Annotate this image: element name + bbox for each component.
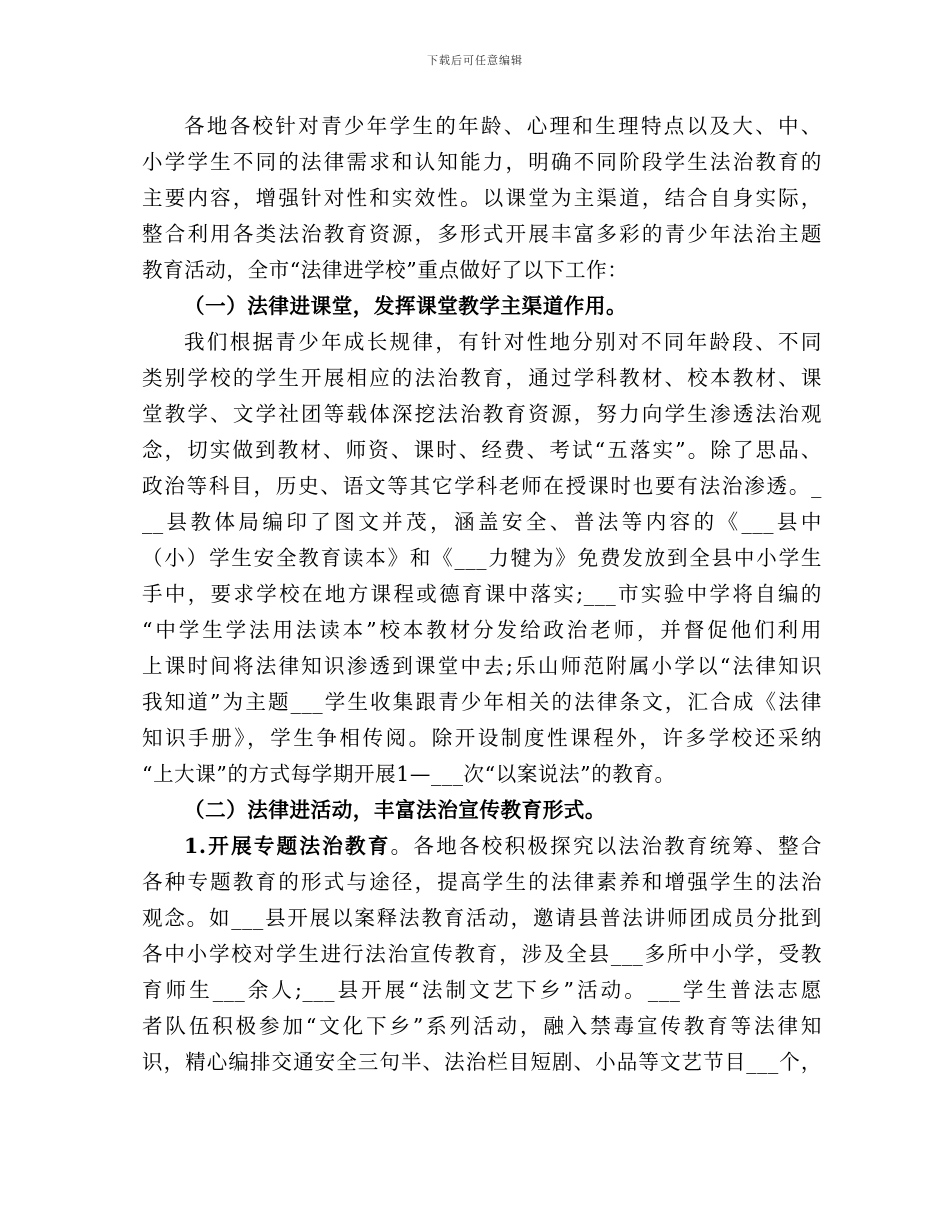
paragraph-line	[142, 828, 822, 864]
section-heading: （一）法律进课堂，发挥课堂教学主渠道作用。	[184, 294, 628, 318]
paragraph-line: 各地各校针对青少年学生的年龄、心理和生理特点以及大、中、	[184, 114, 822, 138]
paragraph-line: 政治等科目，历史、语文等其它学科老师在授课时也要有法治渗透。_	[142, 474, 822, 498]
paragraph-line: __县教体局编印了图文并茂，涵盖安全、普法等内容的《___县中	[142, 510, 822, 534]
paragraph-line: 各中小学校对学生进行法治宣传教育，涉及全县___多所中小学，受教	[142, 942, 822, 966]
paragraph-line: 育师生___余人;___县开展“法制文艺下乡”活动。___学生普法志愿	[142, 978, 822, 1002]
paragraph-text: 。各地各校积极探究以法治教育统筹、整合	[390, 834, 822, 858]
paragraph-line: “中学生学法用法读本”校本教材分发给政治老师，并督促他们利用	[142, 618, 822, 642]
paragraph-line: “上大课”的方式每学期开展1—___次“以案说法”的教育。	[142, 762, 676, 786]
paragraph-line: 我们根据青少年成长规律，有针对性地分别对不同年龄段、不同	[184, 330, 822, 354]
paragraph-line: （小）学生安全教育读本》和《___力犍为》免费发放到全县中小学生	[142, 546, 822, 570]
subsection-lead: 1.开展专题法治教育	[184, 834, 391, 858]
paragraph-line: 教育活动，全市“法律进学校”重点做好了以下工作：	[142, 258, 629, 282]
paragraph-line: 知识手册》，学生争相传阅。除开设制度性课程外，许多学校还采纳	[142, 726, 822, 750]
paragraph-line: 整合利用各类法治教育资源，多形式开展丰富多彩的青少年法治主题	[142, 222, 822, 246]
paragraph-line: 上课时间将法律知识渗透到课堂中去;乐山师范附属小学以“法律知识	[142, 654, 822, 678]
document-body	[142, 108, 822, 1080]
paragraph-line: 我知道”为主题___学生收集跟青少年相关的法律条文，汇合成《法律	[142, 690, 822, 714]
paragraph-line: 念，切实做到教材、师资、课时、经费、考试“五落实”。除了思品、	[142, 438, 822, 462]
page-header: 下载后可任意编辑	[427, 54, 523, 67]
paragraph-line: 主要内容，增强针对性和实效性。以课堂为主渠道，结合自身实际，	[142, 186, 822, 210]
paragraph-line: 者队伍积极参加“文化下乡”系列活动，融入禁毒宣传教育等法律知	[142, 1014, 822, 1038]
paragraph-line: 类别学校的学生开展相应的法治教育，通过学科教材、校本教材、课	[142, 366, 822, 390]
section-heading: （二）法律进活动，丰富法治宣传教育形式。	[184, 798, 606, 822]
paragraph-line: 观念。如___县开展以案释法教育活动，邀请县普法讲师团成员分批到	[142, 906, 822, 930]
paragraph-line: 各种专题教育的形式与途径，提高学生的法律素养和增强学生的法治	[142, 870, 822, 894]
paragraph-line: 小学学生不同的法律需求和认知能力，明确不同阶段学生法治教育的	[142, 150, 822, 174]
paragraph-line: 手中，要求学校在地方课程或德育课中落实;___市实验中学将自编的	[142, 582, 822, 606]
paragraph-line: 堂教学、文学社团等载体深挖法治教育资源，努力向学生渗透法治观	[142, 402, 822, 426]
paragraph-line: 识，精心编排交通安全三句半、法治栏目短剧、小品等文艺节目___个，	[142, 1050, 822, 1074]
